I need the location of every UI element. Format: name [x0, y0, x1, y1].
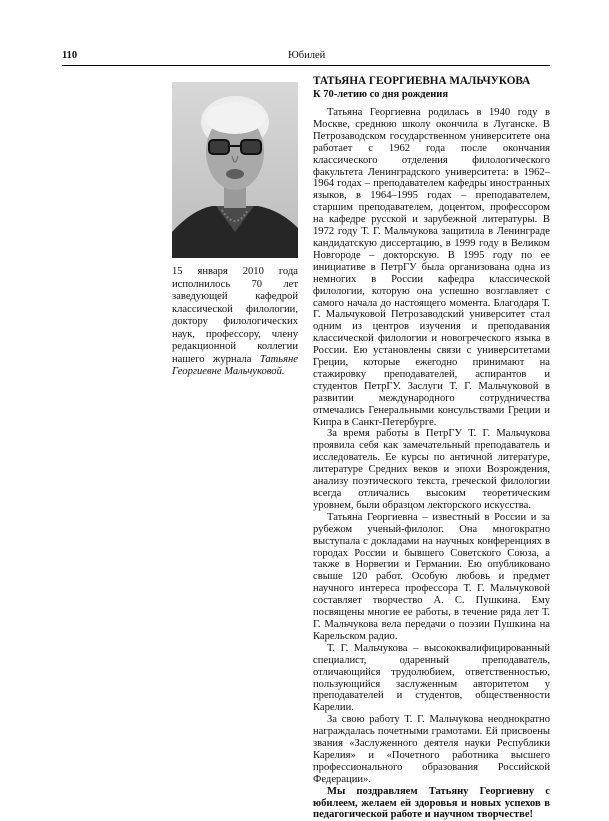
header-rule [62, 65, 550, 66]
paragraph: За свою работу Т. Г. Мальчукова неоднократно награждалась почетными грамотами. Ей присвоены звания «Заслуженного деятеля науки Республики Карелия» и «Почетного работника высшего профессионального образования Российской Федерации». [313, 714, 550, 785]
section-name: Юбилей [288, 50, 326, 61]
closing-congratulation: Мы поздравляем Татьяну Георгиевну с юбилеем, желаем ей здоровья и новых успехов в педагогической работе и научном творчестве! [313, 785, 550, 821]
page-number: 110 [62, 50, 78, 61]
article-column [313, 75, 550, 821]
paragraph: Т. Г. Мальчукова – высококвалифицированный специалист, одаренный преподаватель, отличающийся трудолюбием, ответственностью, пользующийся заслуженным авторитетом у преподавателей и студентов, общественности Карелии. [313, 642, 550, 714]
portrait-photo [172, 82, 298, 258]
photo-caption [172, 266, 298, 379]
article-body [313, 107, 550, 821]
article-subtitle: К 70-летию со дня рождения [313, 89, 449, 100]
paragraph: За время работы в ПетрГУ Т. Г. Мальчукова проявила себя как замечательный преподаватель и исследователь. Ее курсы по античной литературе, литературе Средних веков и эпохи Возрождения, анализу поэтического текста, греческой филологии всегда отличались высоким теоретическим уровнем, были образцом лекторского искусства. [313, 428, 550, 511]
running-head [62, 50, 550, 64]
paragraph: Татьяна Георгиевна – известный в России и за рубежом ученый-филолог. Она многократно выступала с докладами на научных конференциях в городах России и бывшего Советского Союза, а также в Норвегии и Германии. Ею опубликовано свыше 120 работ. Особую любовь и предмет научного интереса профессора Т. Г. Мальчуковой составляет творчество А. С. Пушкина. Ему посвящены многие ее работы, в течение ряда лет Т. Г. Мальчукова вела передачи о поэзии Пушкина на Карельском радио. [313, 511, 550, 642]
caption-text: 15 января 2010 года исполнилось 70 лет заведующей кафедрой классической филологии, доктору филологических наук, профессору, члену редакционной коллегии нашего журнала [172, 266, 298, 365]
paragraph: Татьяна Георгиевна родилась в 1940 году в Москве, среднюю школу окончила в Луганске. В Петрозаводском государственном университете она работает с 1962 года после окончания классического отделения филологического факультета Ленинградского университета: в 1962–1964 годах – преподавателем кафедры иностранных языков, в 1964–1995 годах – преподавателем, старшим преподавателем, доцентом, профессором на кафедре русской и зарубежной литературы. В 1972 году Т. Г. Мальчукова защитила в Ленинграде кандидатскую диссертацию, в 1999 году в Великом Новгороде – докторскую. В 1995 году по ее инициативе в ПетрГУ была организована одна из немногих в России кафедра классической филологии, которую она успешно возглавляет с самого начала до настоящего момента. Благодаря Т. Г. Мальчуковой Петрозаводский университет стал одним из центров изучения и преподавания классической филологии и новогреческого языка в России. Ею установлены связи с университетами Греции, которые ежегодно принимают на стажировку преподавателей, аспирантов и студентов ПетрГУ. Заслуги Т. Г. Мальчуковой в развитии международного сотрудничества отмечались Генеральными консульствами Греции и Кипра в Санкт-Петербурге. [313, 107, 550, 428]
article-title: ТАТЬЯНА ГЕОРГИЕВНА МАЛЬЧУКОВА [313, 75, 531, 87]
caption-honoree-name: Татьяне Георгиевне Мальчуковой. [172, 353, 298, 377]
